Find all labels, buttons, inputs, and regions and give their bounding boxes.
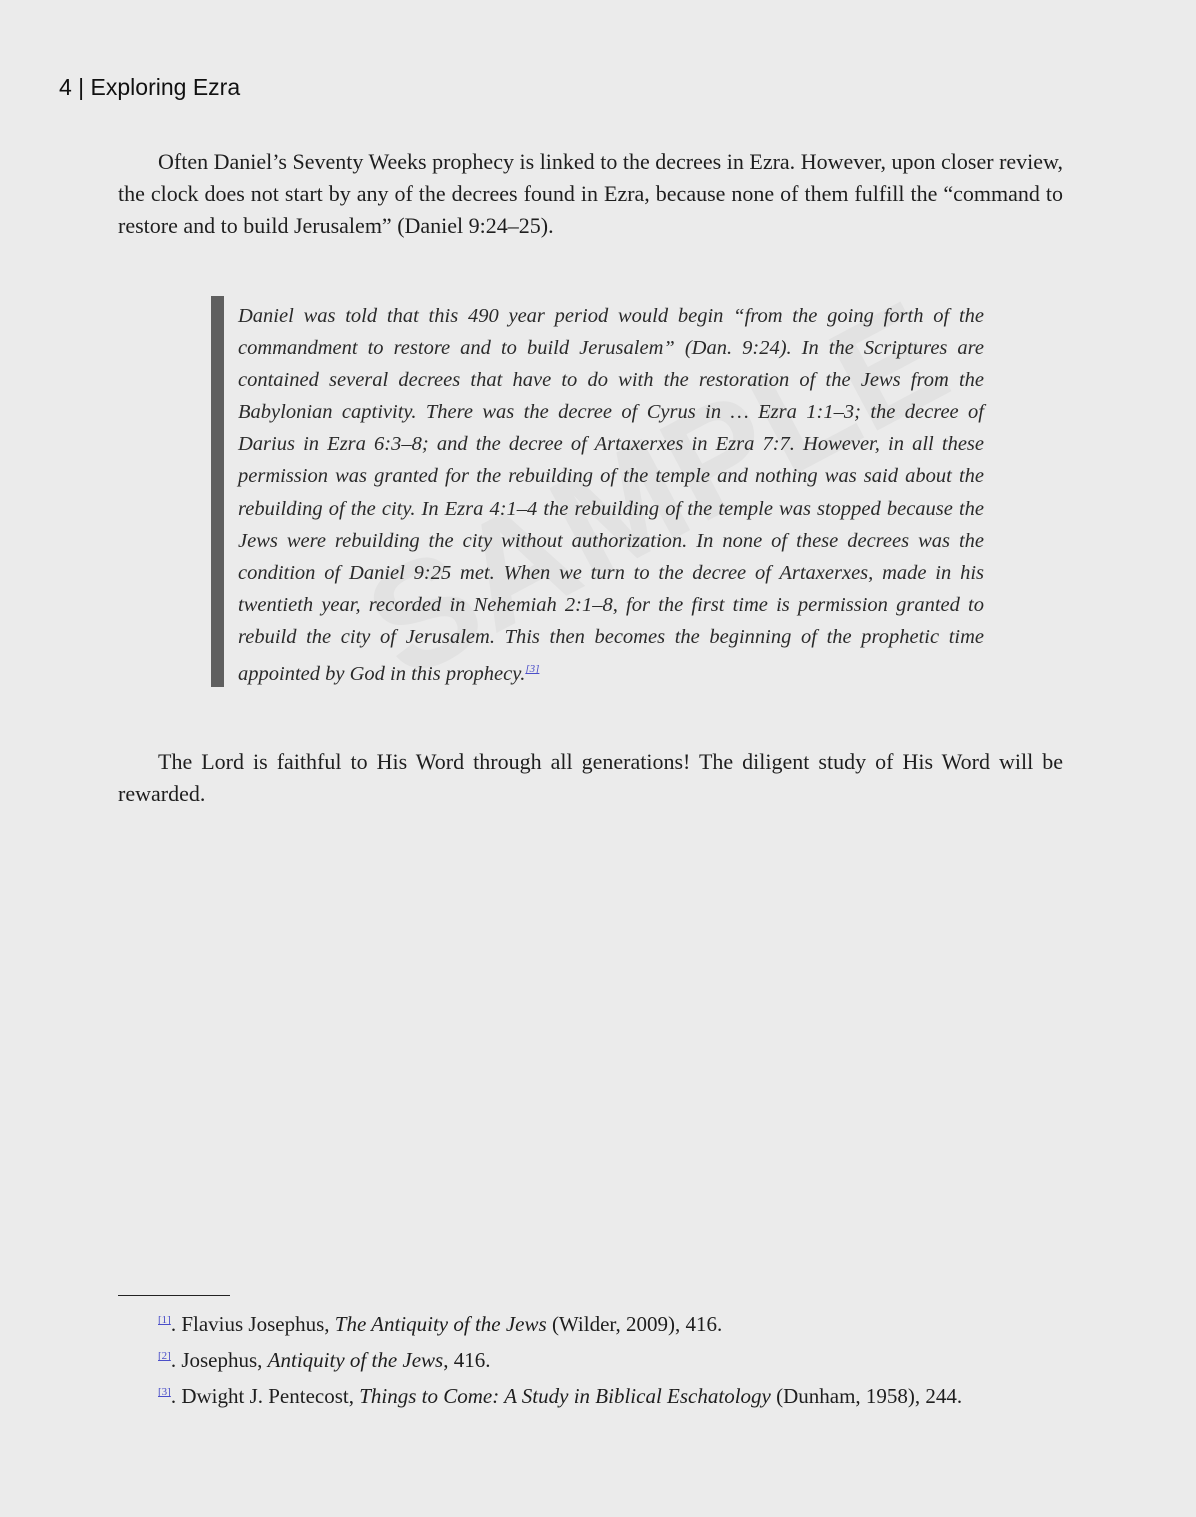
footnote-item bbox=[158, 1376, 1058, 1412]
quote-bar bbox=[211, 296, 224, 687]
footnote-title: Things to Come: A Study in Biblical Eschatology bbox=[359, 1384, 771, 1408]
body-paragraph-1: Often Daniel’s Seventy Weeks prophecy is linked to the decrees in Ezra. However, upon closer review, the clock does not start by any of the decrees found in Ezra, because none of them fulfill the “command to restore and to build Jerusalem” (Daniel 9:24–25). bbox=[118, 149, 1063, 238]
footnote-item bbox=[158, 1340, 1058, 1376]
block-quote bbox=[211, 296, 984, 687]
footnote-title: The Antiquity of the Jews bbox=[334, 1312, 547, 1336]
footnote-text: (Dunham, 1958), 244. bbox=[770, 1384, 963, 1408]
footnotes-list bbox=[158, 1304, 1058, 1412]
footnote-text: (Wilder, 2009), 416. bbox=[546, 1312, 723, 1336]
footnote-link-3[interactable]: [3] bbox=[525, 663, 540, 676]
running-header: 4 | Exploring Ezra bbox=[59, 74, 241, 100]
footnote-divider bbox=[118, 1295, 230, 1296]
footnote-text: . Josephus, bbox=[170, 1348, 268, 1372]
footnote-marker-2[interactable]: [2] bbox=[158, 1350, 171, 1362]
footnote-marker-3[interactable]: [3] bbox=[158, 1386, 171, 1398]
footnote-item bbox=[158, 1304, 1058, 1340]
block-quote-body: Daniel was told that this 490 year period would begin “from the going forth of the commandment to restore and to build Jerusalem” (Dan. 9:24). In the Scriptures are contained several decrees that have to do with the restoration of the Jews from the Babylonian captivity. There was the decree of Cyrus in … Ezra 1:1–3; the decree of Darius in Ezra 6:3–8; and the decree of Artaxerxes in Ezra 7:7. However, in all these permission was granted for the rebuilding of the temple and nothing was said about the rebuilding of the city. In Ezra 4:1–4 the rebuilding of the temple was stopped because the Jews were rebuilding the city without authorization. In none of these decrees was the condition of Daniel 9:25 met. When we turn to the decree of Artaxerxes, made in his twentieth year, recorded in Nehemiah 2:1–8, for the first time is permission granted to rebuild the city of Jerusalem. This then becomes the beginning of the prophetic time appointed by God in this prophecy. bbox=[238, 305, 984, 685]
block-quote-text bbox=[238, 300, 984, 690]
footnote-title: Antiquity of the Jews bbox=[267, 1348, 444, 1372]
footnote-text: , 416. bbox=[443, 1348, 491, 1372]
footnote-marker-1[interactable]: [1] bbox=[158, 1314, 171, 1326]
footnote-text: . Dwight J. Pentecost, bbox=[170, 1384, 360, 1408]
body-paragraph-2: The Lord is faithful to His Word through all generations! The diligent study of His Word will be rewarded. bbox=[118, 749, 1063, 806]
footnote-text: . Flavius Josephus, bbox=[170, 1312, 335, 1336]
